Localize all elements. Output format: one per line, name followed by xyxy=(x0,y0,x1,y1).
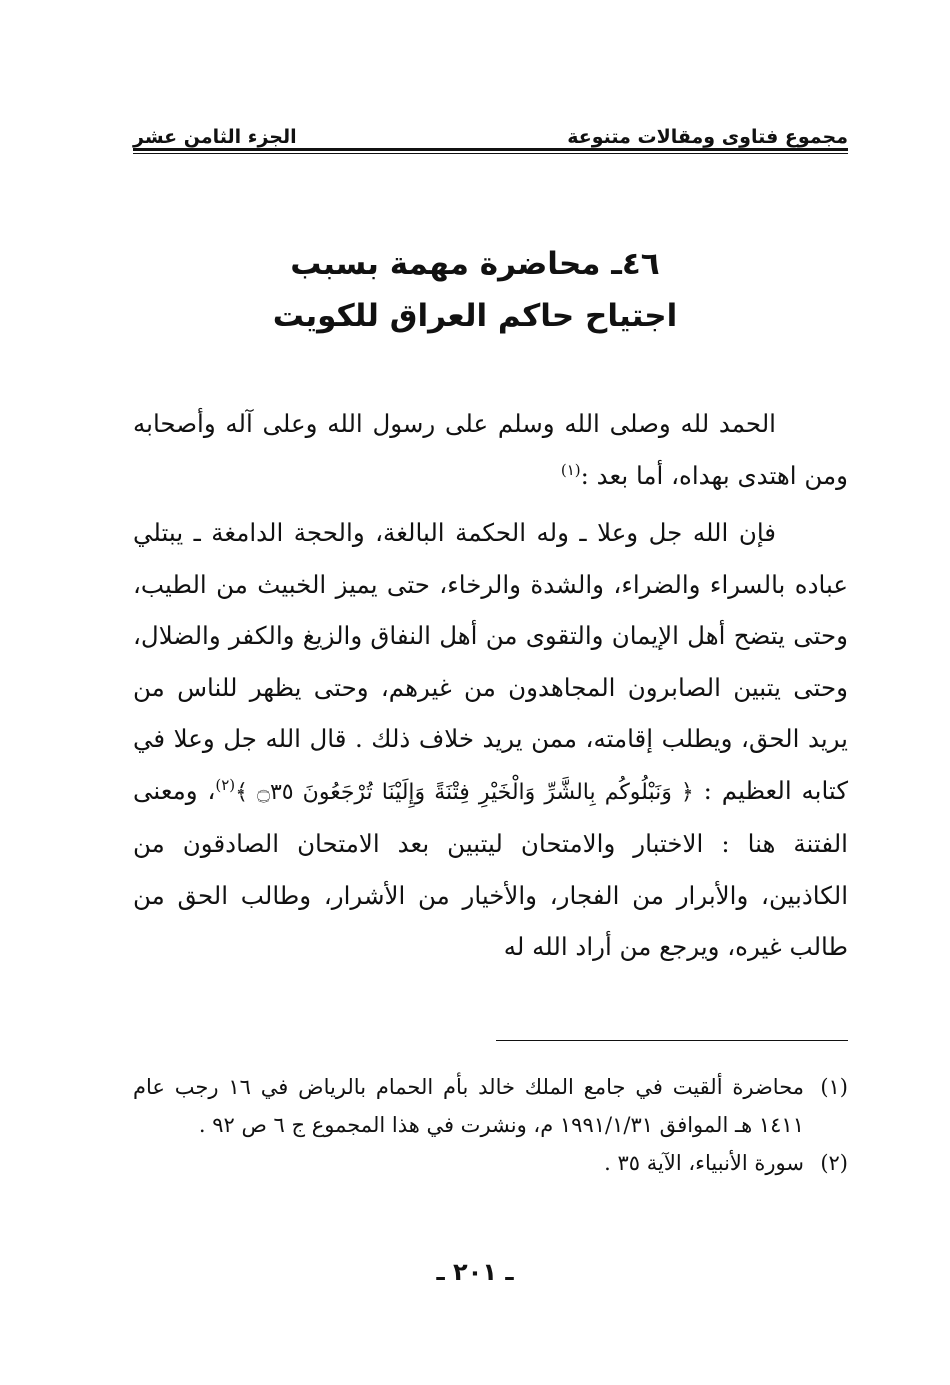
paragraph-1 xyxy=(133,398,848,501)
footnote-ref-2: (٢) xyxy=(215,775,236,794)
paragraph-2-text-a: فإن الله جل وعلا ـ وله الحكمة البالغة، والحجة الدامغة ـ يبتلي عباده بالسراء والضراء، والشدة والرخاء، حتى يميز الخبيث من الطيب، وحتى يتضح أهل الإيمان والتقوى من أهل النفاق والزيغ والكفر والضلال، وحتى يتبين الصابرون المجاهدون من غيرهم، وحتى يظهر للناس من يريد الحق، ويطلب إقامته، ممن يريد خلاف ذلك . قال الله جل وعلا في كتابه العظيم : xyxy=(133,518,848,805)
header-rule-thick xyxy=(133,148,848,151)
chapter-title-line-1: ٤٦ـ محاضرة مهمة بسبب xyxy=(290,246,660,282)
footnote-2 xyxy=(133,1144,848,1182)
footnotes xyxy=(133,1068,848,1182)
footnote-2-text: سورة الأنبياء، الآية ٣٥ . xyxy=(604,1151,804,1175)
page-number: ـ ٢٠١ ـ xyxy=(436,1258,514,1286)
quran-verse: ﴿ وَنَبْلُوكُم بِالشَّرِّ وَالْخَيْرِ فِتْنَةً وَإِلَيْنَا تُرْجَعُونَ ۝٣٥ ﴾ xyxy=(235,779,694,805)
footnote-1-number: (١) xyxy=(820,1075,848,1099)
paragraph-2 xyxy=(133,507,848,973)
footnote-1-text: محاضرة ألقيت في جامع الملك خالد بأم الحمام بالرياض في ١٦ رجب عام ١٤١١ هـ الموافق ١٩٩١/١/٣١ م، ونشرت في هذا المجموع ج ٦ ص ٩٢ . xyxy=(133,1075,804,1137)
paragraph-2-text-b: ، ومعنى الفتنة هنا : الاختبار والامتحان ليتبين بعد الامتحان الصادقون من الكاذبين، والأبرار من الفجار، والأخيار من الأشرار، وطالب الحق من طالب غيره، ويرجع من أراد الله له xyxy=(133,775,848,961)
chapter-title xyxy=(150,238,800,342)
running-header xyxy=(133,112,848,148)
footnote-2-number: (٢) xyxy=(820,1151,848,1175)
footnote-separator xyxy=(496,1040,848,1041)
chapter-title-line-2: اجتياح حاكم العراق للكويت xyxy=(272,298,678,334)
body-text xyxy=(133,398,848,973)
footnote-1 xyxy=(133,1068,848,1144)
paragraph-1-text: الحمد لله وصلى الله وسلم على رسول الله وعلى آله وأصحابه ومن اهتدى بهداه، أما بعد : xyxy=(133,409,848,490)
book-title: مجموع فتاوى ومقالات متنوعة xyxy=(567,126,848,148)
header-rule-thin xyxy=(133,153,848,154)
footnote-ref-1: (١) xyxy=(560,460,581,479)
volume-label: الجزء الثامن عشر xyxy=(133,126,297,148)
